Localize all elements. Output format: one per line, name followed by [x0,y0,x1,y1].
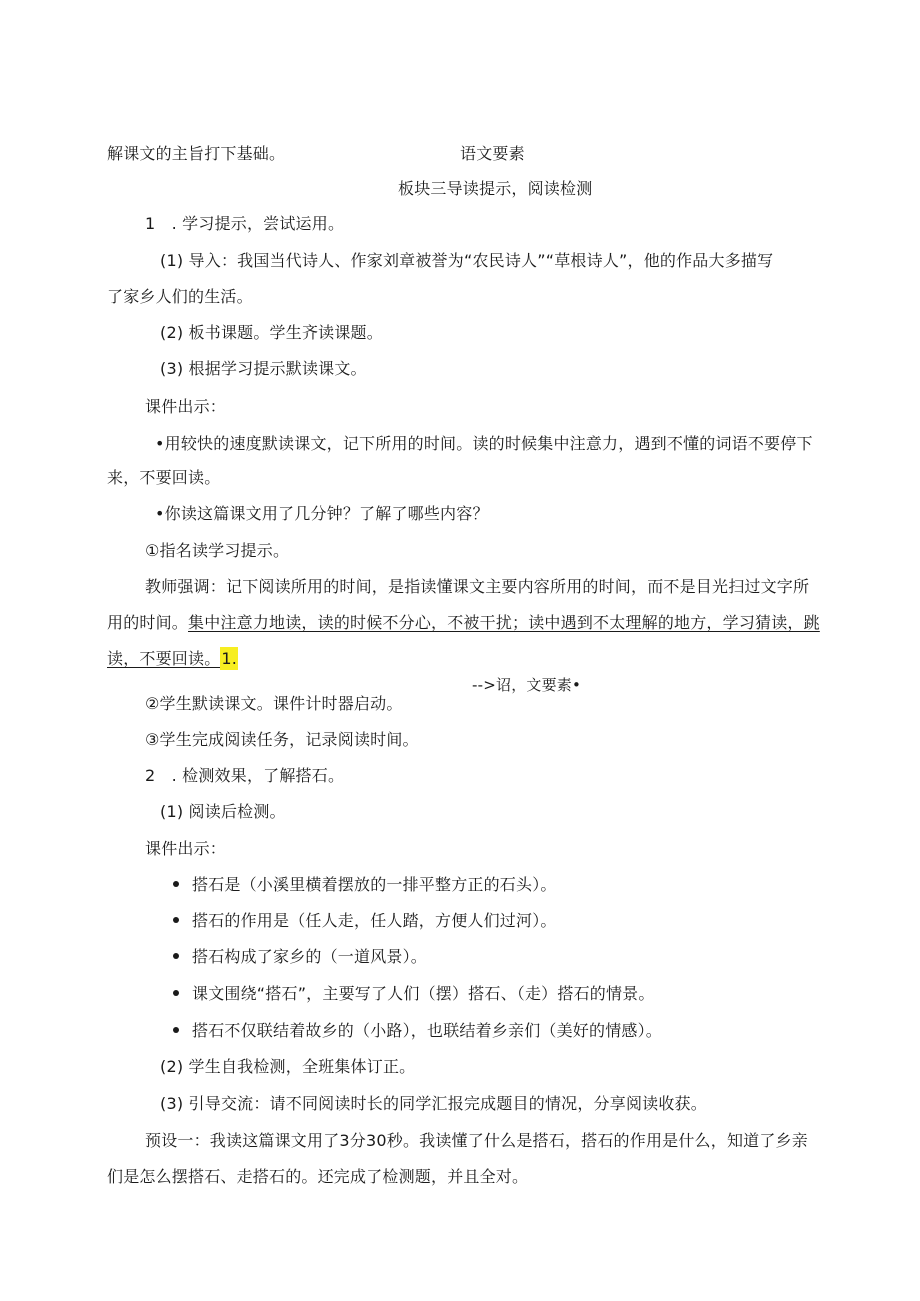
bullet-icon [173,1027,179,1033]
bullet-icon [173,953,179,959]
bullet-icon [173,881,179,887]
paragraph-line: 了家乡人们的生活。 [107,287,253,306]
quiz-item: 搭石不仅联结着故乡的（小路），也联结着乡亲们（美好的情感）。 [192,1021,663,1040]
section-title: 板块三导读提示，阅读检测 [398,179,593,198]
paragraph-line: (3) 根据学习提示默读课文。 [160,359,367,378]
quiz-item: 课文围绕“搭石”，主要写了人们（摆）搭石、（走）搭石的情景。 [192,984,655,1003]
bullet-line: •用较快的速度默读课文，记下所用的时间。读的时候集中注意力，遇到不懂的词语不要停下 [155,434,813,453]
paragraph-line: 教师强调：记下阅读所用的时间，是指读懂课文主要内容所用的时间，而不是目光扫过文字所 [145,577,810,596]
list-item-1: 1 . 学习提示，尝试运用。 [145,214,345,233]
quiz-item: 搭石是（小溪里横着摆放的一排平整方正的石头）。 [192,875,557,894]
plain-text: 用的时间。 [107,613,189,632]
step-line: ③学生完成阅读任务，记录阅读时间。 [145,730,419,749]
step-line: ②学生默读课文。课件计时器启动。 [145,694,403,713]
margin-label: 语文要素 [460,144,525,163]
underlined-text: 读，不要回读。 [107,649,221,668]
list-item-2: 2 . 检测效果，了解搭石。 [145,766,345,785]
paragraph-line: (2) 学生自我检测，全班集体订正。 [160,1057,416,1076]
paragraph-line: (2) 板书课题。学生齐读课题。 [160,323,383,342]
paragraph-line: (1) 导入：我国当代诗人、作家刘章被誉为“农民诗人”“草根诗人”，他的作品大多描写 [160,251,774,270]
bullet-line: •你读这篇课文用了几分钟？了解了哪些内容？ [155,504,489,523]
paragraph-line: (1) 阅读后检测。 [160,802,286,821]
paragraph-line: 们是怎么摆搭石、走搭石的。还完成了检测题，并且全对。 [107,1167,529,1186]
paragraph-line: 预设一：我读这篇课文用了3分30秒。我读懂了什么是搭石，搭石的作用是什么，知道了乡亲 [145,1131,808,1150]
quiz-item: 搭石的作用是（任人走，任人踏，方便人们过河）。 [192,911,557,930]
slide-label: 课件出示： [145,839,227,858]
paragraph-line: (3) 引导交流：请不同阅读时长的同学汇报完成题目的情况，分享阅读收获。 [160,1094,707,1113]
paragraph-line: 解课文的主旨打下基础。 [107,144,286,163]
paragraph-line [107,648,238,670]
bullet-icon [173,917,179,923]
highlight-mark: 1. [221,649,238,668]
margin-note: -->诏，文要素• [472,676,582,694]
bullet-line: 来，不要回读。 [107,468,221,487]
underlined-text: 集中注意力地读，读的时候不分心，不被干扰；读中遇到不太理解的地方，学习猜读，跳 [188,613,820,632]
bullet-icon [173,990,179,996]
slide-label: 课件出示： [145,397,227,416]
step-line: ①指名读学习提示。 [145,541,290,560]
paragraph-line [107,612,820,634]
quiz-item: 搭石构成了家乡的（一道风景）。 [192,947,428,966]
